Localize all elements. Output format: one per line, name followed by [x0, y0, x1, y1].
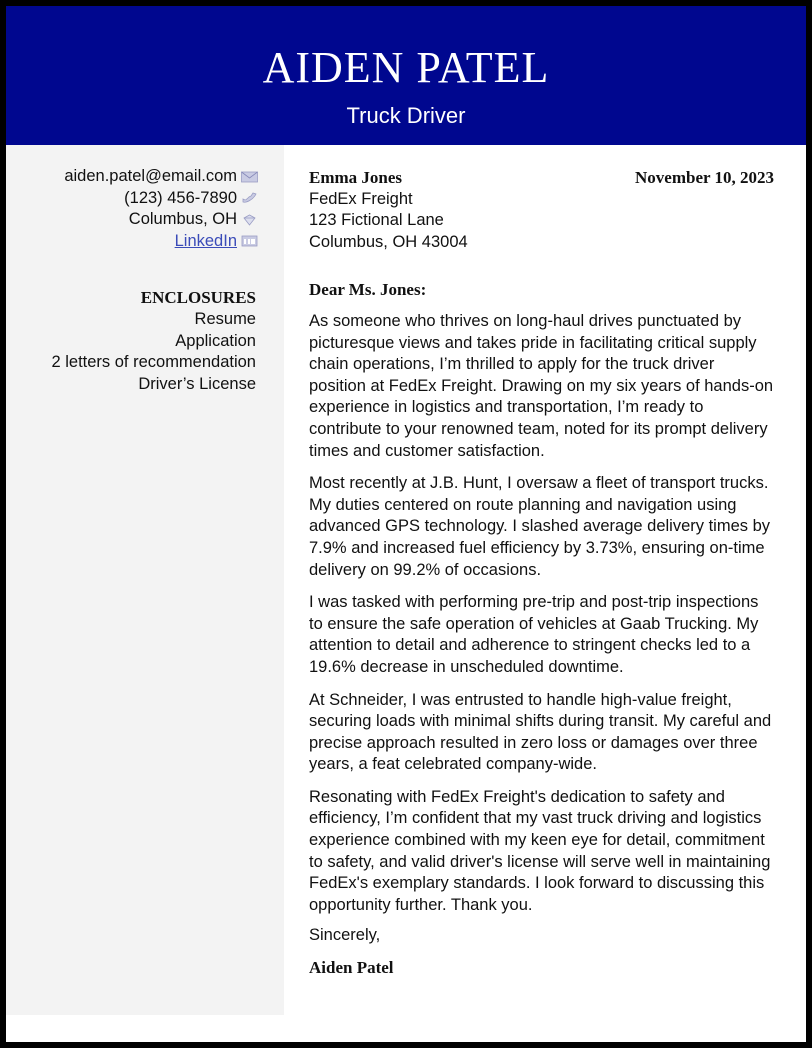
enclosure-item: Resume [194, 310, 256, 328]
contact-location [64, 209, 258, 231]
enclosures-section [51, 287, 256, 395]
location-text: Columbus, OH [128, 210, 237, 228]
header-banner [6, 6, 806, 145]
cover-letter-page [6, 6, 806, 1042]
recipient-street: 123 Fictional Lane [309, 211, 444, 229]
body-paragraph: Most recently at J.B. Hunt, I oversaw a fleet of transport trucks. My duties centered on route planning and navigation using advanced GPS technology. I slashed average delivery times by 7.9% and increased fuel efficiency by 3.73%, ensuring on-time delivery on 99.2% of occasions. [309, 474, 771, 579]
contact-phone [64, 188, 258, 210]
envelope-icon [241, 171, 258, 183]
recipient-company: FedEx Freight [309, 189, 413, 208]
body-paragraph: I was tasked with performing pre-trip and post-trip inspections to ensure the safe operation of vehicles at Gaab Trucking. My attention to detail and adherence to stringent checks led to a 19.6% decrease in unscheduled downtime. [309, 593, 759, 676]
enclosure-item: Driver’s License [138, 374, 256, 393]
sidebar [6, 145, 284, 1015]
linkedin-icon [241, 235, 258, 247]
body-paragraph: Resonating with FedEx Freight's dedication to safety and efficiency, I’m confident that my vast truck driving and logistics experience combined with my keen eye for detail, commitment to safety, and valid driver's license will serve well in maintaining FedEx's exemplary standards. I look forward to discussing this opportunity further. Thank you. [309, 787, 771, 914]
job-title: Truck Driver [346, 103, 466, 128]
linkedin-link[interactable]: LinkedIn [174, 231, 237, 250]
recipient-block [309, 167, 779, 253]
enclosures-title: ENCLOSURES [140, 288, 256, 307]
location-pin-icon [241, 214, 258, 226]
phone-text: (123) 456-7890 [124, 188, 237, 207]
contact-email [64, 166, 258, 188]
enclosure-item: 2 letters of recommendation [51, 353, 256, 371]
recipient-name: Emma Jones [309, 168, 403, 187]
body-paragraph: As someone who thrives on long-haul drives punctuated by picturesque views and takes pride in facilitating critical supply chain operations, I’m thrilled to apply for the truck driver position at FedEx Freight. Drawing on my six years of hands-on experience in logistics and transportation, I’m ready to contribute to your renowned team, noted for its prompt delivery times and customer satisfaction. [309, 312, 774, 460]
applicant-name: AIDEN PATEL [262, 43, 550, 92]
enclosure-item: Application [175, 331, 256, 350]
contact-info [64, 166, 258, 252]
phone-icon [241, 192, 258, 204]
closing: Sincerely, [309, 926, 381, 944]
contact-linkedin [64, 231, 258, 253]
recipient-city: Columbus, OH 43004 [309, 232, 468, 251]
signature: Aiden Patel [309, 958, 394, 977]
body-paragraph: At Schneider, I was entrusted to handle high-value freight, securing loads with minimal shifts during transit. My careful and precise approach resulted in zero loss or damages over three years, a feat celebrated company-wide. [309, 690, 772, 774]
salutation: Dear Ms. Jones: [309, 280, 427, 299]
letter-date: November 10, 2023 [635, 168, 774, 187]
recipient-address [309, 167, 779, 253]
email-text: aiden.patel@email.com [64, 167, 237, 185]
letter-body [309, 311, 775, 927]
